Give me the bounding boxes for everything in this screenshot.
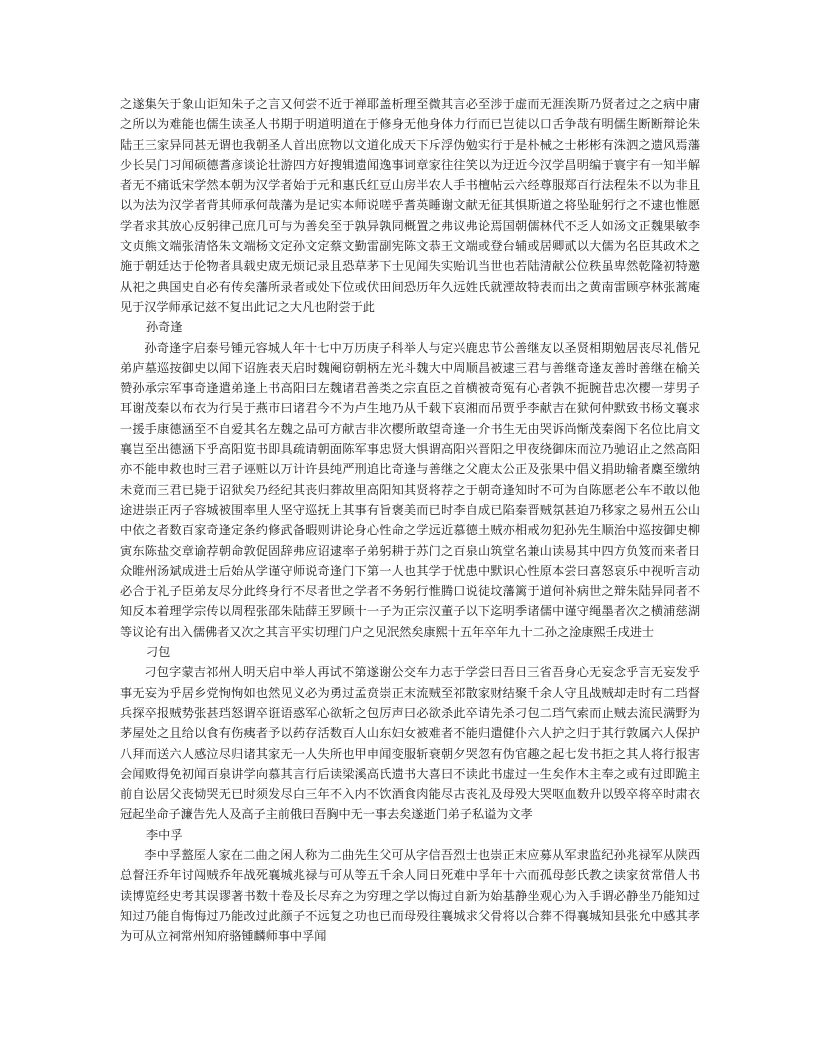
section-body-diao-bao: 刁包字蒙吉祁州人明天启中举人再试不第遂谢公交车力志于学尝曰吾日三省吾身心无妄念乎言无妄发乎事无妄为乎居乡党恂恂如也然见义必为勇过孟贲崇正末流贼至祁散家财结聚千余人守且战贼却走时有二珰督兵探卒报贼势张甚珰怒谓卒诳语惑军心欲斩之包厉声曰必欲杀此卒请先杀刁包二珰气索而止贼去流民满野为茅屋处之且给以食有伤痍者予以药存活数百人山东妇女被难者不能归遣健仆六人护之归于其行敦属六人保护八拜而送六人感泣尽归诸其家无一人失所也甲申闻变服斩衰朝夕哭忽有伪官趣之起七发书拒之其人将行报害会闻败得免初闻百泉讲学向慕其言行后读梁溪高氏遗书大喜曰不读此书虚过一生矣作木主奉之或有过即跪主前自讼居父丧恸哭无已时须发尽白三年不入内不饮酒食肉能尽古丧礼及母殁大哭呕血数升以毁卒将卒时肃衣冠起坐命子濂告先人及高子主前俄曰吾胸中无一事去矣遂逝门弟子私谥为文孝 (120, 665, 700, 822)
section-heading-diao-bao: 刁包 (146, 645, 171, 660)
section-body-sun-qifeng: 孙奇逢字启泰号锺元容城人年十七中万历庚子科举人与定兴鹿忠节公善继友以圣贤相期勉居丧尽礼偕兄弟庐墓巡按御史以闻下诏旌表天启时魏阉窃朝柄左光斗魏大中周顺昌被逮三君与善继奇逢友善时善继在榆关赞孙承宗军事奇逢遣弟逢上书高阳曰左魏诸君善类之宗直臣之首横被奇冤有心者孰不扼腕昔忠次樱一芽男子耳谢茂秦以布衣为行吴于燕市曰诸君今不为卢生地乃从千载下哀湘而吊贾乎李献吉在狱何仲默致书杨文襄求一援手康德涵至不自爱其名左魏之品可方献吉非次樱所敢望奇逢一介书生无由哭诉尚惭茂秦阁下名位比肩文襄岂至出德涵下乎高阳览书即具疏请朝面陈军事忠贤大惧谓高阳兴晋阳之甲夜绕御床而泣乃驰诏止之然高阳亦不能申救也时三君子诬赃以万计许县纯严刑追比奇逢与善继之父鹿太公正及张果中倡义捐助输者麇至缴纳未竟而三君已毙于诏狱矣乃经纪其丧归葬故里高阳知其贤将荐之于朝奇逢知时不可为自陈愿老公车不敢以他途进崇正丙子容城被围率里人坚守巡抚上其事有旨褒美而已时李自成已陷秦晋贼氛甚迫乃移家之易州五公山中依之者数百家奇逢定条约修武备暇则讲论身心性命之学远近慕德土贼亦相戒勿犯孙先生顺治中巡按御史柳寅东陈盐交章谕荐朝命敦促固辞弗应诏逮率子弟躬耕于苏门之百泉山筑堂名兼山读易其中四方负笈而来者日众睢州汤斌成进士后始从学谨守师说奇逢门下第一人也其学于忧患中默识心性原本尝曰喜怒哀乐中视听言动必合于礼子臣弟友尽分此终身行不尽者世之学者不务躬行惟腾口说徒坟藩篱于道何补病世之辩朱陆异同者不知反本着理学宗传以周程张邵朱陆薛王罗顾十一子为正宗汉董子以下迄明季诸儒中谨守绳墨者次之横浦慈湖等议论有出入儒佛者又次之其言平实切理门户之见泯然矣康熙十五年卒年九十二孙之淦康熙壬戌进士 (120, 340, 700, 639)
document-page (120, 94, 700, 1014)
section-heading-sun-qifeng: 孙奇逢 (146, 320, 183, 335)
section-body-li-zhongfu: 李中孚盩厔人家在二曲之闲人称为二曲先生父可从字信吾烈士也崇正末应募从军隶监纪孙兆禄军从陕西总督汪乔年讨闯贼乔年战死襄城兆禄与可从等五千余人同日死难中孚年十六而孤母彭氏教之读家贫常借人书读博览经史考其误谬著书数十卷及长尽弃之为穷理之学以悔过自新为始基静坐观心为入手谓必静坐乃能知过知过乃能自悔悔过乃能改过此颜子不远复之功也已而母殁往襄城求父骨将以合葬不得襄城知县张允中感其孝为可从立祠常州知府骆锺麟师事中孚闻 (120, 847, 700, 944)
intro-paragraph: 之遂集矢于象山讵知朱子之言又何尝不近于禅耶盖析理至微其言必至涉于虚而无涯涘斯乃贤者过之之病中庸之所以为难能也儒生读圣人书期于明道明道在于修身无他身体力行而已岂徒以口舌争哉有明儒生断断辩论朱陆王三家异同甚无谓也我朝圣人首出庶物以文道化成天下斥浮伪勉实行于是朴械之士彬彬有洙泗之遗风焉藩少长吴门习闻硕德耆彦谈论壮游四方好搜辑遗闻逸事词章家往往笑以为迂近今汉学昌明编于寰宇有一知半解者无不痛诋宋学然本朝为汉学者始于元和惠氏红豆山房半农人手书檀帖云六经尊服郑百行法程朱不以为非且以为法为汉学者背其师承何哉藩为是记实本师说嗟乎耆英睡谢文献无征其惧斯道之将坠耻躬行之不逮也惟愿学者求其放心反躬律己庶几可与为善矣至于孰异孰同概置之弗议弗论焉国朝儒林代不乏人如汤文正魏果敏李文贞熊文端张清恪朱文端杨文定孙文定蔡文勤雷副宪陈文恭王文端或登台辅或居卿贰以大儒为名臣其政术之施于朝廷达于伦物者具载史宬无烦记录且恐草茅下士见闻失实贻讥当世也若陆清献公位秩虽卑然乾隆初特邀从祀之典国史自必有传矣藩所录者或处下位或伏田间恐历年久远姓氏就湮故特表而出之黄南雷顾亭林张蒿庵见于汉学师承记兹不复出此记之大凡也附尝于此 (120, 97, 700, 314)
section-heading-li-zhongfu: 李中孚 (146, 827, 183, 842)
